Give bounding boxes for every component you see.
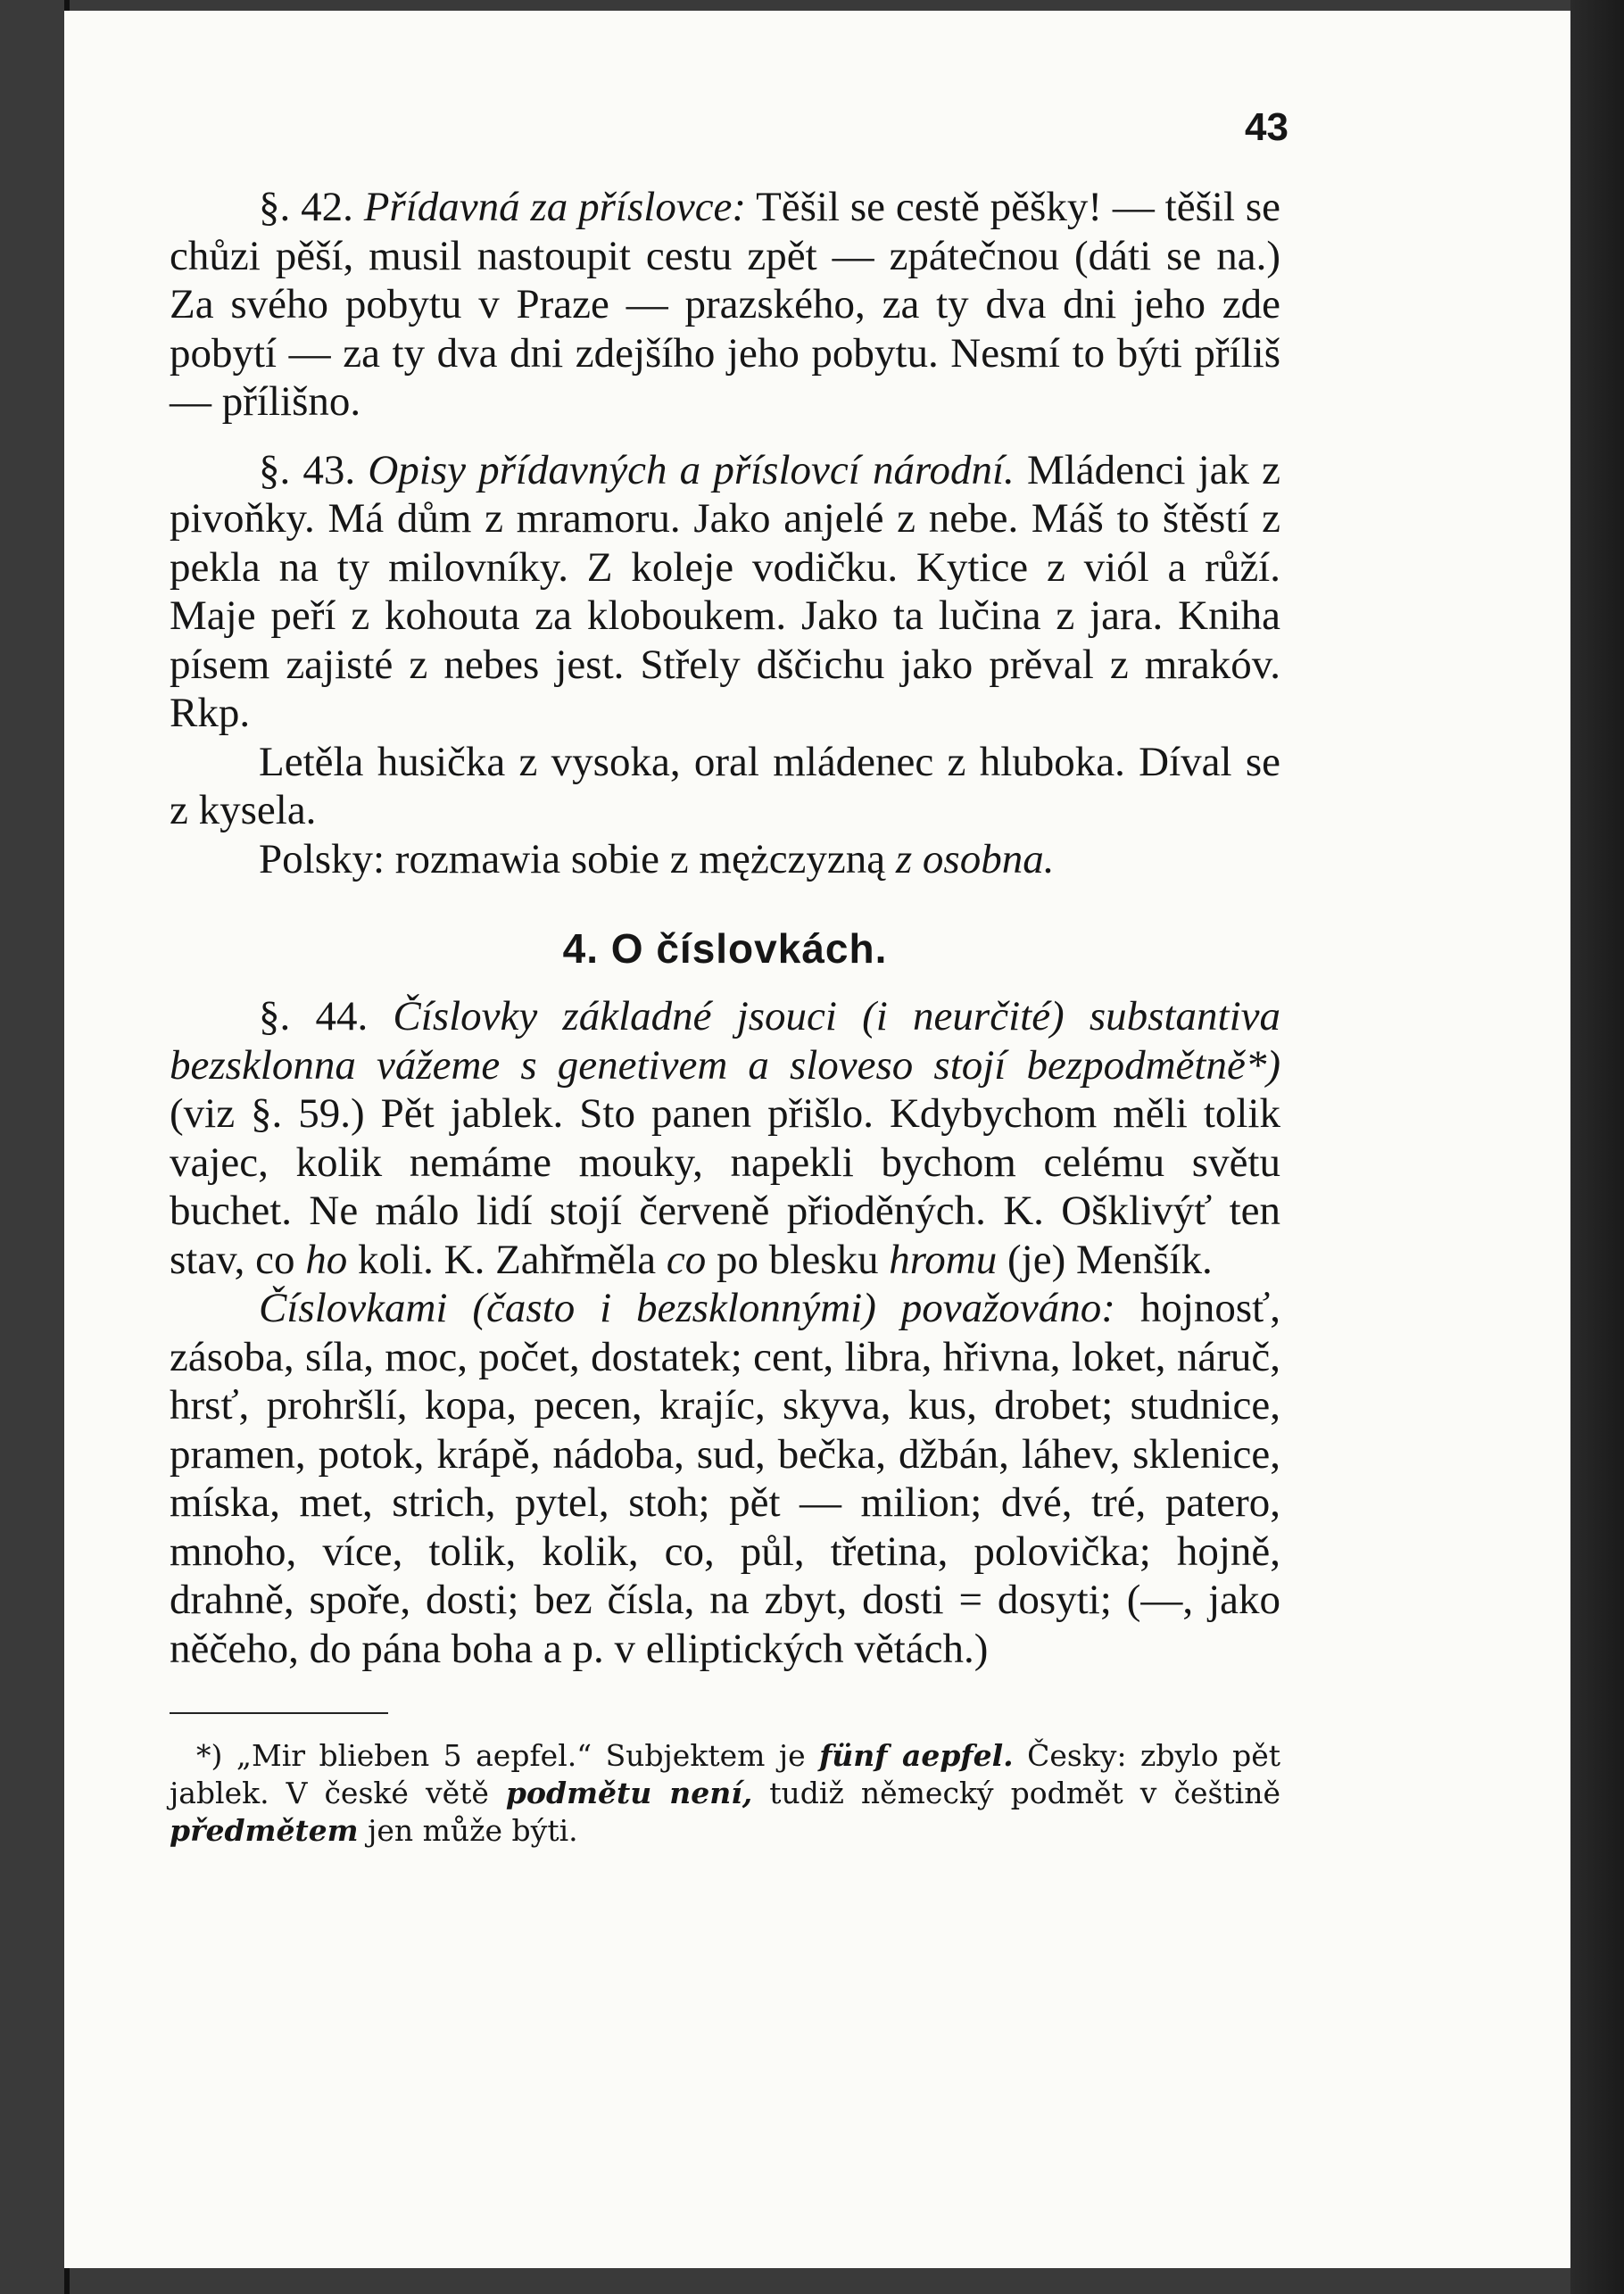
scan-right-edge — [1570, 0, 1624, 2294]
section-44-italic-hromu: hromu — [889, 1236, 998, 1283]
section-44-paragraph-2-text: hojnosť, zásoba, síla, moc, počet, dostatek; cent, libra, hřivna, loket, náruč, hrsť, prohršlí, kopa, pecen, krajíc, skyva, kus, drobet; studnice, pramen, potok, krápě, nádoba, sud, bečka, džbán, láhev, sklenice, míska, met, strich, pytel, stoh; pět — milion; dvé, tré, patero, mnoho, více, tolik, kolik, co, půl, třetina, polovička; hojně, drahně, spoře, dosti; bez čísla, na zbyt, dosti = dosyti; (—, jako něčeho, do pána boha a p. v elliptických větách.) — [170, 1285, 1280, 1672]
section-44-italic-ho: ho — [305, 1236, 348, 1283]
footnote-text-4: jen může býti. — [358, 1813, 578, 1848]
footnote-italic-2: podmětu není, — [505, 1776, 753, 1810]
section-43-title: Opisy přídavných a příslovcí národní. — [368, 446, 1015, 493]
section-44-text-3: po blesku — [706, 1236, 890, 1283]
section-43-text: Mládenci jak z pivoňky. Má dům z mramoru. Jako anjelé z nebe. Máš to štěstí z pekla na ty milovníky. Z koleje vodičku. Kytice z viól a růží. Maje peří z kohouta za kloboukem. Jako ta lučina z jara. Kniha písem zajisté z nebes jest. Střely dščichu jako prěval z mrakóv. Rkp. — [170, 446, 1281, 736]
footnote-text-1: „Mir blieben 5 aepfel.“ Subjektem je — [222, 1738, 820, 1773]
footnote-italic-3: předmětem — [170, 1813, 359, 1848]
page-number: 43 — [1245, 105, 1288, 149]
section-44-italic-co: co — [666, 1236, 707, 1283]
section-44-paragraph — [170, 992, 1280, 1284]
section-42-text: Těšil se cestě pěšky! — těšil se chůzi pěší, musil nastoupit cestu zpět — zpátečnou (dáti se na.) Za svého pobytu v Praze — prazského, za ty dva dni jeho zde pobytí — za ty dva dni zdejšího jeho pobytu. Nesmí to býti příliš — přílišno. — [170, 184, 1281, 425]
footnote-italic-1: fünf aepfel. — [819, 1738, 1014, 1773]
section-44-text-1: (viz §. 59.) Pět jablek. Sto panen přišlo. Kdybychom měli tolik vajec, kolik nemáme mouky, napekli bychom celému světu buchet. Ne málo lidí stojí červeně přioděných. K. Ošklivýť ten stav, co — [170, 1090, 1280, 1283]
section-44-text-4: (je) Menšík. — [997, 1236, 1213, 1283]
footnote-mark: *) — [196, 1738, 223, 1773]
section-42-title: Přídavná za příslovce: — [363, 184, 747, 230]
section-44-text-2: koli. K. Zahřměla — [347, 1236, 667, 1283]
section-44-paragraph-2-title: Číslovkami (často i bezsklonnými) považováno: — [259, 1285, 1115, 1331]
section-43-label: §. 43. — [259, 446, 356, 493]
section-42-paragraph — [170, 183, 1280, 427]
page-body — [170, 183, 1280, 1850]
footnote-text-2: Česky: zbylo pět jablek. V české větě — [170, 1738, 1280, 1810]
section-43-paragraph — [170, 446, 1280, 738]
section-43-paragraph-3 — [170, 835, 1280, 884]
footnote — [170, 1737, 1280, 1850]
section-44-label: §. 44. — [259, 993, 369, 1039]
polish-example: Polsky: rozmawia sobie z mężczyzną — [259, 835, 896, 882]
section-44-paragraph-2 — [170, 1284, 1280, 1673]
footnote-text-3: tudiž německý podmět v češtině — [752, 1776, 1281, 1810]
section-44-title: Číslovky základné jsouci (i neurčité) substantiva bezsklonna vážeme s genetivem a sloveso stojí bezpodmětně*) — [170, 993, 1281, 1089]
polish-example-italic: z osobna. — [895, 835, 1055, 882]
footnote-rule — [170, 1712, 388, 1714]
section-42-label: §. 42. — [259, 184, 353, 230]
chapter-heading: 4. O číslovkách. — [562, 925, 888, 972]
section-43-paragraph-2: Letěla husička z vysoka, oral mládenec z hluboka. Díval se z kysela. — [170, 738, 1280, 833]
